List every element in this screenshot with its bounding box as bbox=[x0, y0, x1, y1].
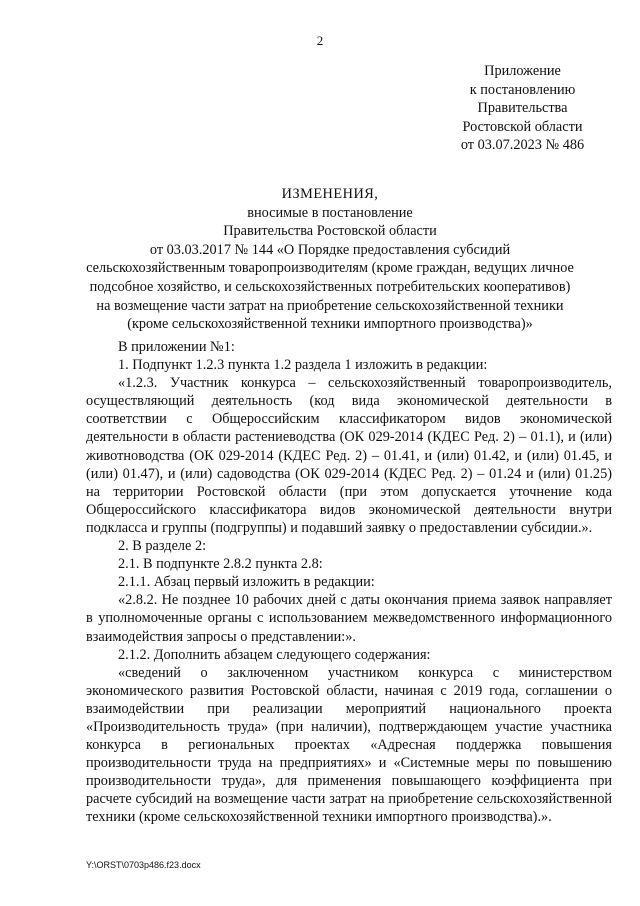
title-line: от 03.03.2017 № 144 «О Порядке предоставления субсидий bbox=[149, 241, 511, 258]
appendix-line: Приложение bbox=[484, 63, 561, 79]
paragraph-item-1: 1. Подпункт 1.2.3 пункта 1.2 раздела 1 изложить в редакции: bbox=[118, 357, 488, 374]
paragraph-item-2-1-2: 2.1.2. Дополнить абзацем следующего содержания: bbox=[118, 646, 431, 663]
appendix-line: Ростовской области bbox=[462, 118, 583, 135]
title-line: подсобное хозяйство, и сельскохозяйственных потребительских кооперативов) bbox=[89, 278, 571, 295]
title-line: на возмещение части затрат на приобретение сельскохозяйственной техники bbox=[96, 297, 564, 314]
title-line: (кроме сельскохозяйственной техники импортного производства)» bbox=[127, 316, 533, 333]
paragraph-item-2: 2. В разделе 2: bbox=[118, 538, 207, 555]
document-body bbox=[86, 338, 612, 827]
paragraph-2-8-2: «2.8.2. Не позднее 10 рабочих дней с даты окончания приема заявок направляет в уполномоченные органы с использованием межведомственного информационного взаимодействия запросы о представлении:». bbox=[86, 592, 612, 645]
paragraph-new-abzac: «сведений о заключенном участником конкурса с министерством экономического развития Ростовской области, начиная с 2019 года, соглашении о взаимодействии при реализации мероприятий национального проекта «Производительность труда» (при наличии), подтверждающем участие участника конкурса в региональных проектах «Адресная поддержка повышения производительности труда на предприятиях» и «Системные меры по повышению производительности труда», для применения повышающего коэффициента при расчете субсидий на возмещение части затрат на приобретение сельскохозяйственной техники (кроме сельскохозяйственной техники импортного производства).». bbox=[86, 664, 612, 826]
paragraph-appendix-1: В приложении №1: bbox=[118, 339, 235, 355]
appendix-line: от 03.07.2023 № 486 bbox=[460, 137, 585, 154]
title-line: вносимые в постановление bbox=[247, 204, 413, 221]
paragraph-item-2-1: 2.1. В подпункте 2.8.2 пункта 2.8: bbox=[118, 556, 323, 573]
appendix-line: к постановлению bbox=[469, 81, 576, 98]
appendix-line: Правительства bbox=[477, 100, 568, 117]
file-path-footer: Y:\ORST\0703p486.f23.docx bbox=[86, 860, 201, 870]
title-line: сельскохозяйственным товаропроизводителям (кроме граждан, ведущих личное bbox=[86, 260, 574, 277]
title-line: Правительства Ростовской области bbox=[223, 223, 437, 240]
appendix-block bbox=[430, 62, 615, 155]
page-number: 2 bbox=[316, 33, 324, 48]
paragraph-1-2-3: «1.2.3. Участник конкурса – сельскохозяйственный товаропроизводитель, осуществляющий деятельность (код вида экономической деятельности в соответствии с Общероссийским классификатором видов экономической деятельности в области растениеводства (ОК 029-2014 (КДЕС Ред. 2) – 01.1), и (или) животноводства (ОК 029-2014 (КДЕС Ред. 2) – 01.41, и (или) 01.42, и (или) 01.45, и (или) 01.47), и (или) садоводства (ОК 029-2014 (КДЕС Ред. 2) – 01.24 и (или) 01.25) на территории Ростовской области (при этом допускается уточнение кода Общероссийского классификатора видов экономической деятельности внутри подкласса и группы (подгруппы) и подавший заявку о предоставлении субсидии.». bbox=[86, 375, 612, 536]
paragraph-item-2-1-1: 2.1.1. Абзац первый изложить в редакции: bbox=[118, 574, 375, 591]
title-heading: ИЗМЕНЕНИЯ, bbox=[281, 186, 379, 202]
document-title bbox=[50, 185, 610, 334]
